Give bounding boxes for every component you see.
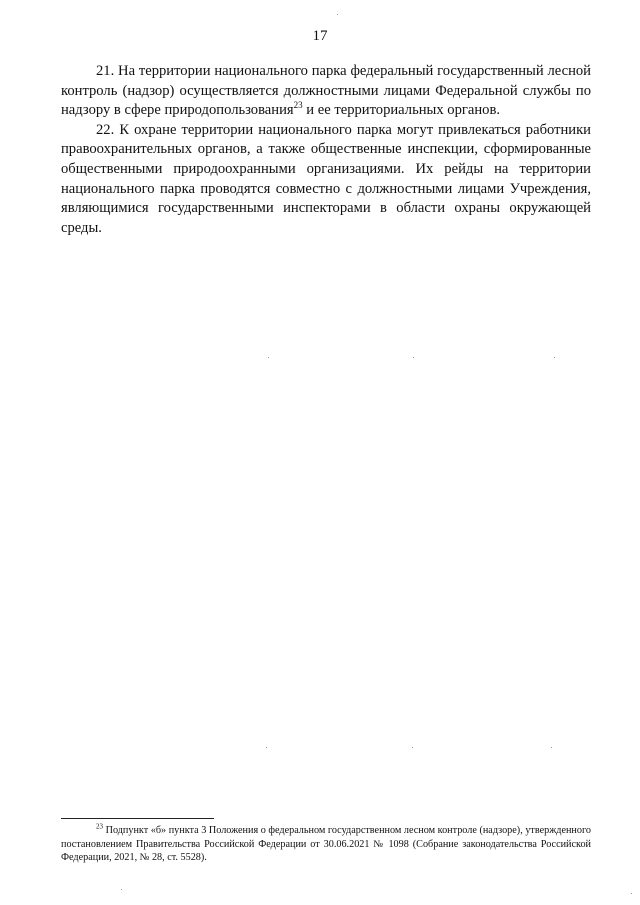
scan-speck: [554, 357, 555, 358]
paragraph-21-text: 21. На территории национального парка федеральный государственный лесной контроль (надзор) осуществляется должностными лицами Федеральной службы по надзору в сфере природопользования: [61, 63, 591, 119]
scan-speck: [121, 889, 122, 890]
page-number: 17: [312, 28, 328, 44]
paragraph-22: 22. К охране территории национального парка могут привлекаться работники правоохранительных органов, а также общественные инспекции, сформированные общественными природоохранными организациями. Их рейды на территории национального парка проводятся совместно с должностными лицами Учреждения, являющимися государственными инспекторами в области охраны окружающей среды.: [61, 121, 591, 236]
scan-speck: [412, 747, 413, 748]
footnote-separator: [61, 818, 214, 819]
scan-speck: [337, 14, 338, 15]
footnote-marker: 23: [96, 822, 103, 831]
footnote-23: [61, 824, 591, 865]
scan-speck: [413, 357, 414, 358]
scan-speck: [268, 357, 269, 358]
footnote-body: Подпункт «б» пункта 3 Положения о федеральном государственном лесном контроле (надзоре), утвержденного постановлением Правительства Российской Федерации от 30.06.2021 № 1098 (Собрание законодательства Российской Федерации, 2021, № 28, ст. 5528).: [61, 825, 591, 864]
scan-speck: [631, 893, 632, 894]
footnote-text: [61, 824, 591, 865]
paragraph-21: [61, 62, 591, 121]
body-text: [61, 62, 591, 238]
scan-speck: [266, 747, 267, 748]
scan-speck: [551, 747, 552, 748]
footnote-reference[interactable]: 23: [293, 100, 303, 111]
paragraph-21-text-end: и ее территориальных органов.: [302, 102, 500, 119]
